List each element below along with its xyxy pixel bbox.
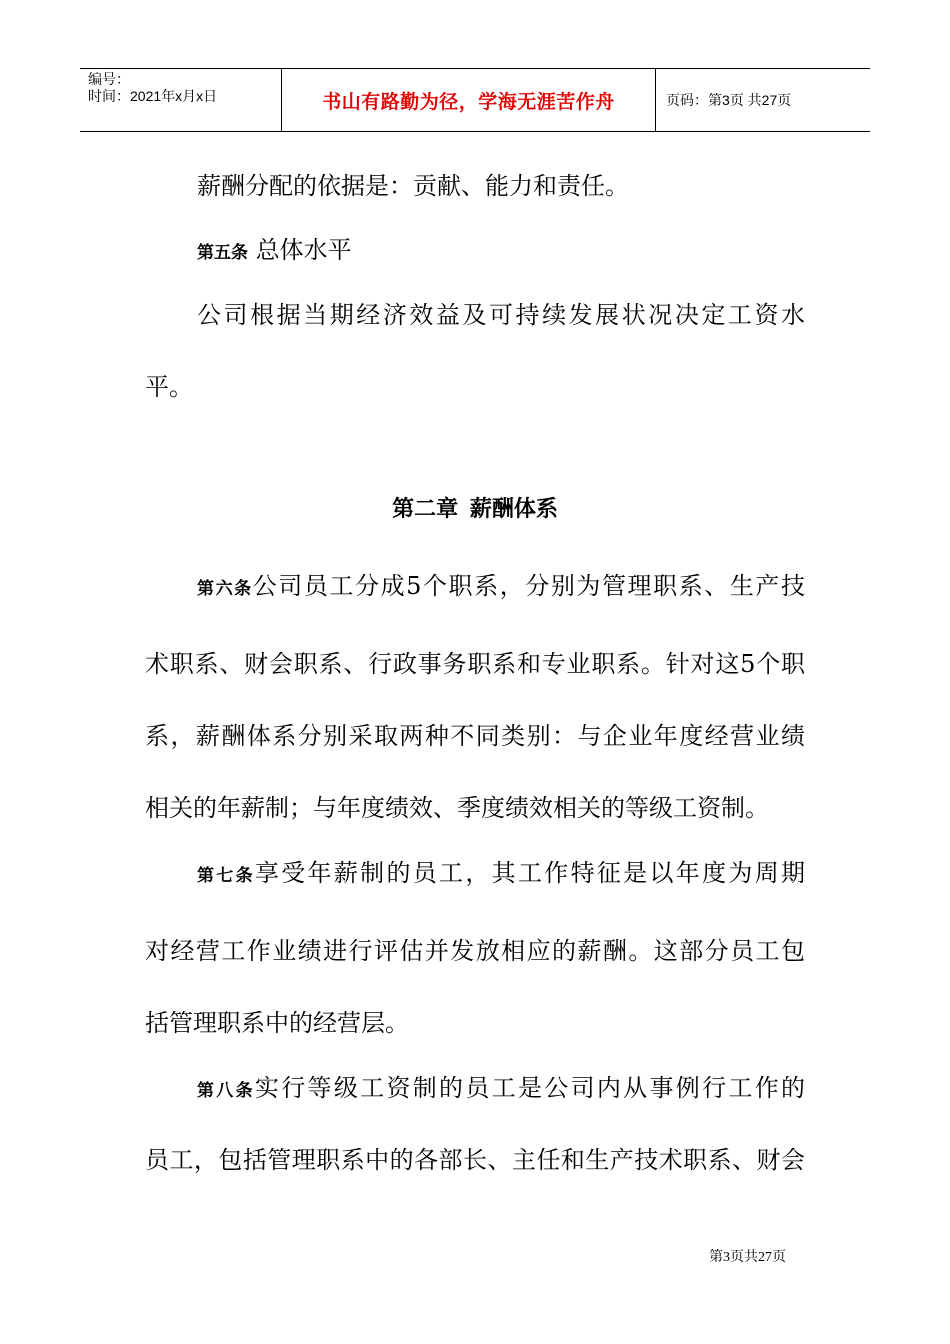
header-motto: 书山有路勤为径，学海无涯苦作舟 [282,69,656,131]
paragraph-line: 相关的年薪制；与年度绩效、季度绩效相关的等级工资制。 [145,794,769,822]
article-label: 第八条 [197,1081,255,1101]
page-header [80,68,870,132]
paragraph-line: 系，薪酬体系分别采取两种不同类别：与企业年度经营业绩 [145,722,805,750]
header-page-info: 页码：第3页 共27页 [666,92,792,108]
header-meta [80,69,282,131]
paragraph-line: 对经营工作业绩进行评估并发放相应的薪酬。这部分员工包 [145,937,805,965]
article-label: 第五条 [197,243,248,263]
number-label: 编号： [88,71,130,87]
page-footer: 第3页共27页 [709,1250,786,1265]
article-text: 实行等级工资制的员工是公司内从事例行工作的 [254,1074,806,1102]
article-label: 第六条 [197,579,253,599]
paragraph-line: 括管理职系中的经营层。 [145,1009,409,1037]
article-8-line [0,1068,805,1103]
article-text: 享受年薪制的员工，其工作特征是以年度为周期 [254,859,806,887]
article-label: 第七条 [197,866,255,886]
article-5-heading [0,230,950,265]
article-7-line [0,853,805,888]
paragraph-line: 公司根据当期经济效益及可持续发展状况决定工资水 [197,301,805,329]
article-6-line [0,566,805,601]
article-title: 总体水平 [255,236,352,264]
article-text: 公司员工分成5个职系，分别为管理职系、生产技 [252,572,805,600]
paragraph-line: 术职系、财会职系、行政事务职系和专业职系。针对这5个职 [145,650,805,678]
time-label: 时间：2021年x月x日 [88,88,218,104]
paragraph-line: 平。 [145,373,193,401]
chapter-title: 第二章 薪酬体系 [392,497,558,522]
paragraph-line: 薪酬分配的依据是：贡献、能力和责任。 [197,172,629,200]
paragraph-line: 员工，包括管理职系中的各部长、主任和生产技术职系、财会 [145,1146,805,1174]
